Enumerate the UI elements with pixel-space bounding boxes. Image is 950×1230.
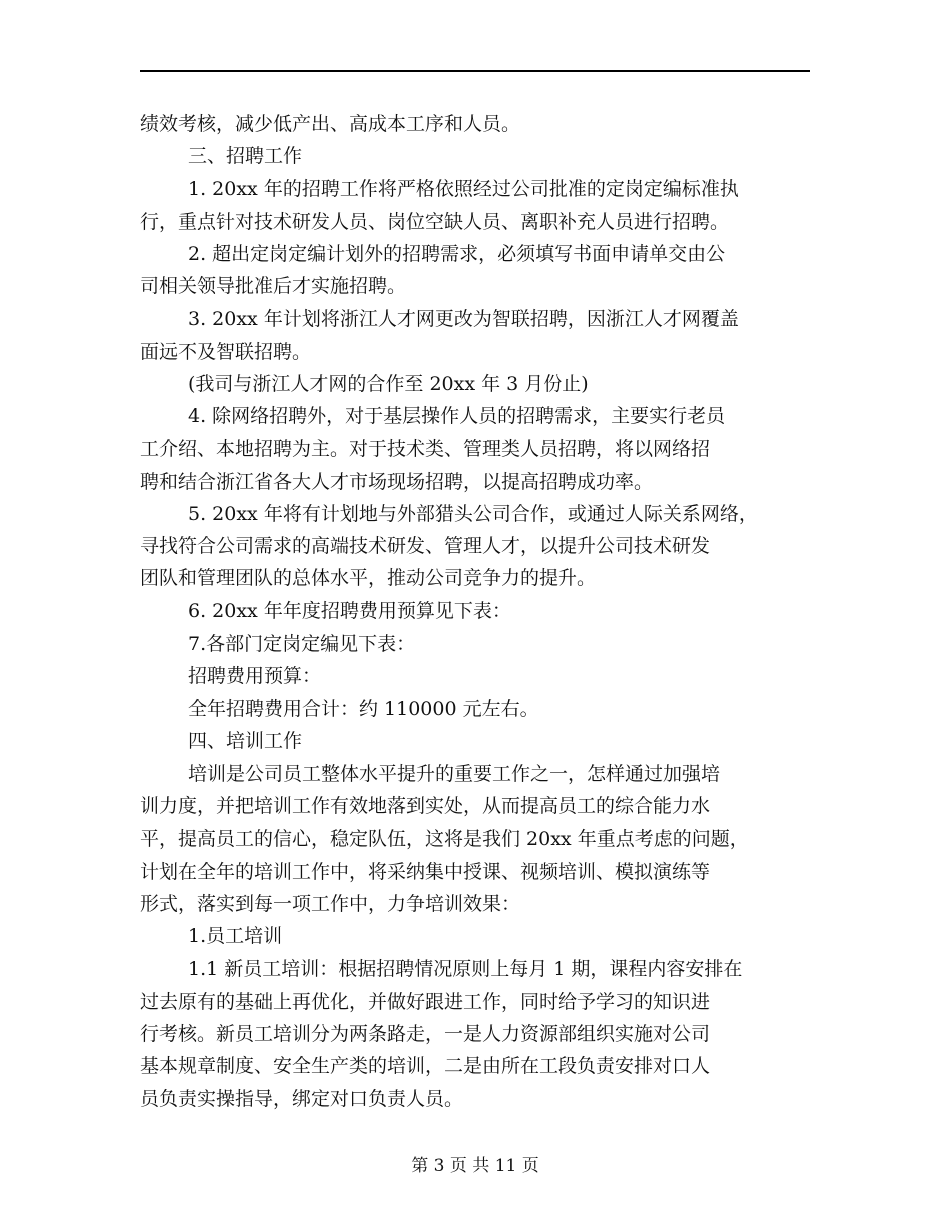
section-heading: 三、招聘工作 [188,145,303,167]
text-line: 面远不及智联招聘。 [140,341,312,363]
text-line: 招聘费用预算： [188,665,322,687]
text-line: 形式，落实到每一项工作中，力争培训效果： [140,893,521,915]
text-line: 绩效考核，减少低产出、高成本工序和人员。 [140,113,521,135]
text-line: 1.1 新员工培训：根据招聘情况原则上每月 1 期，课程内容安排在 [188,958,743,980]
text-line: 6. 20xx 年年度招聘费用预算见下表： [188,600,511,622]
text-line: 寻找符合公司需求的高端技术研发、管理人才，以提升公司技术研发 [140,535,711,557]
text-line: 培训是公司员工整体水平提升的重要工作之一，怎样通过加强培 [188,763,721,785]
page-number: 第 3 页 共 11 页 [411,1156,539,1176]
text-line: 聘和结合浙江省各大人才市场现场招聘，以提高招聘成功率。 [140,471,654,493]
text-line: 过去原有的基础上再优化，并做好跟进工作，同时给予学习的知识进 [140,991,711,1013]
subsection-heading: 1.员工培训 [188,925,283,947]
text-line: 基本规章制度、安全生产类的培训，二是由所在工段负责安排对口人 [140,1055,711,1077]
text-line: 员负责实操指导，绑定对口负责人员。 [140,1088,464,1110]
text-line: 3. 20xx 年计划将浙江人才网更改为智联招聘，因浙江人才网覆盖 [188,308,739,330]
text-line: 1. 20xx 年的招聘工作将严格依照经过公司批准的定岗定编标准执 [188,178,739,200]
text-line: 5. 20xx 年将有计划地与外部猎头公司合作，或通过人际关系网络， [188,503,758,525]
section-heading: 四、培训工作 [188,730,303,752]
text-line: 7.各部门定岗定编见下表： [188,633,416,655]
text-line: 训力度，并把培训工作有效地落到实处，从而提高员工的综合能力水 [140,795,711,817]
text-line: 全年招聘费用合计：约 110000 元左右。 [188,698,539,720]
text-line: 行，重点针对技术研发人员、岗位空缺人员、离职补充人员进行招聘。 [140,211,730,233]
text-line: (我司与浙江人才网的合作至 20xx 年 3 月份止) [188,373,589,395]
text-line: 团队和管理团队的总体水平，推动公司竞争力的提升。 [140,567,597,589]
text-line: 司相关领导批准后才实施招聘。 [140,275,407,297]
text-line: 计划在全年的培训工作中，将采纳集中授课、视频培训、模拟演练等 [140,861,711,883]
header-rule [140,70,810,72]
text-line: 4. 除网络招聘外，对于基层操作人员的招聘需求，主要实行老员 [188,405,726,427]
text-line: 2. 超出定岗定编计划外的招聘需求，必须填写书面申请单交由公 [188,243,726,265]
text-line: 平，提高员工的信心，稳定队伍，这将是我们 20xx 年重点考虑的问题， [140,828,749,850]
text-line: 工介绍、本地招聘为主。对于技术类、管理类人员招聘，将以网络招 [140,438,711,460]
text-line: 行考核。新员工培训分为两条路走，一是人力资源部组织实施对公司 [140,1023,711,1045]
